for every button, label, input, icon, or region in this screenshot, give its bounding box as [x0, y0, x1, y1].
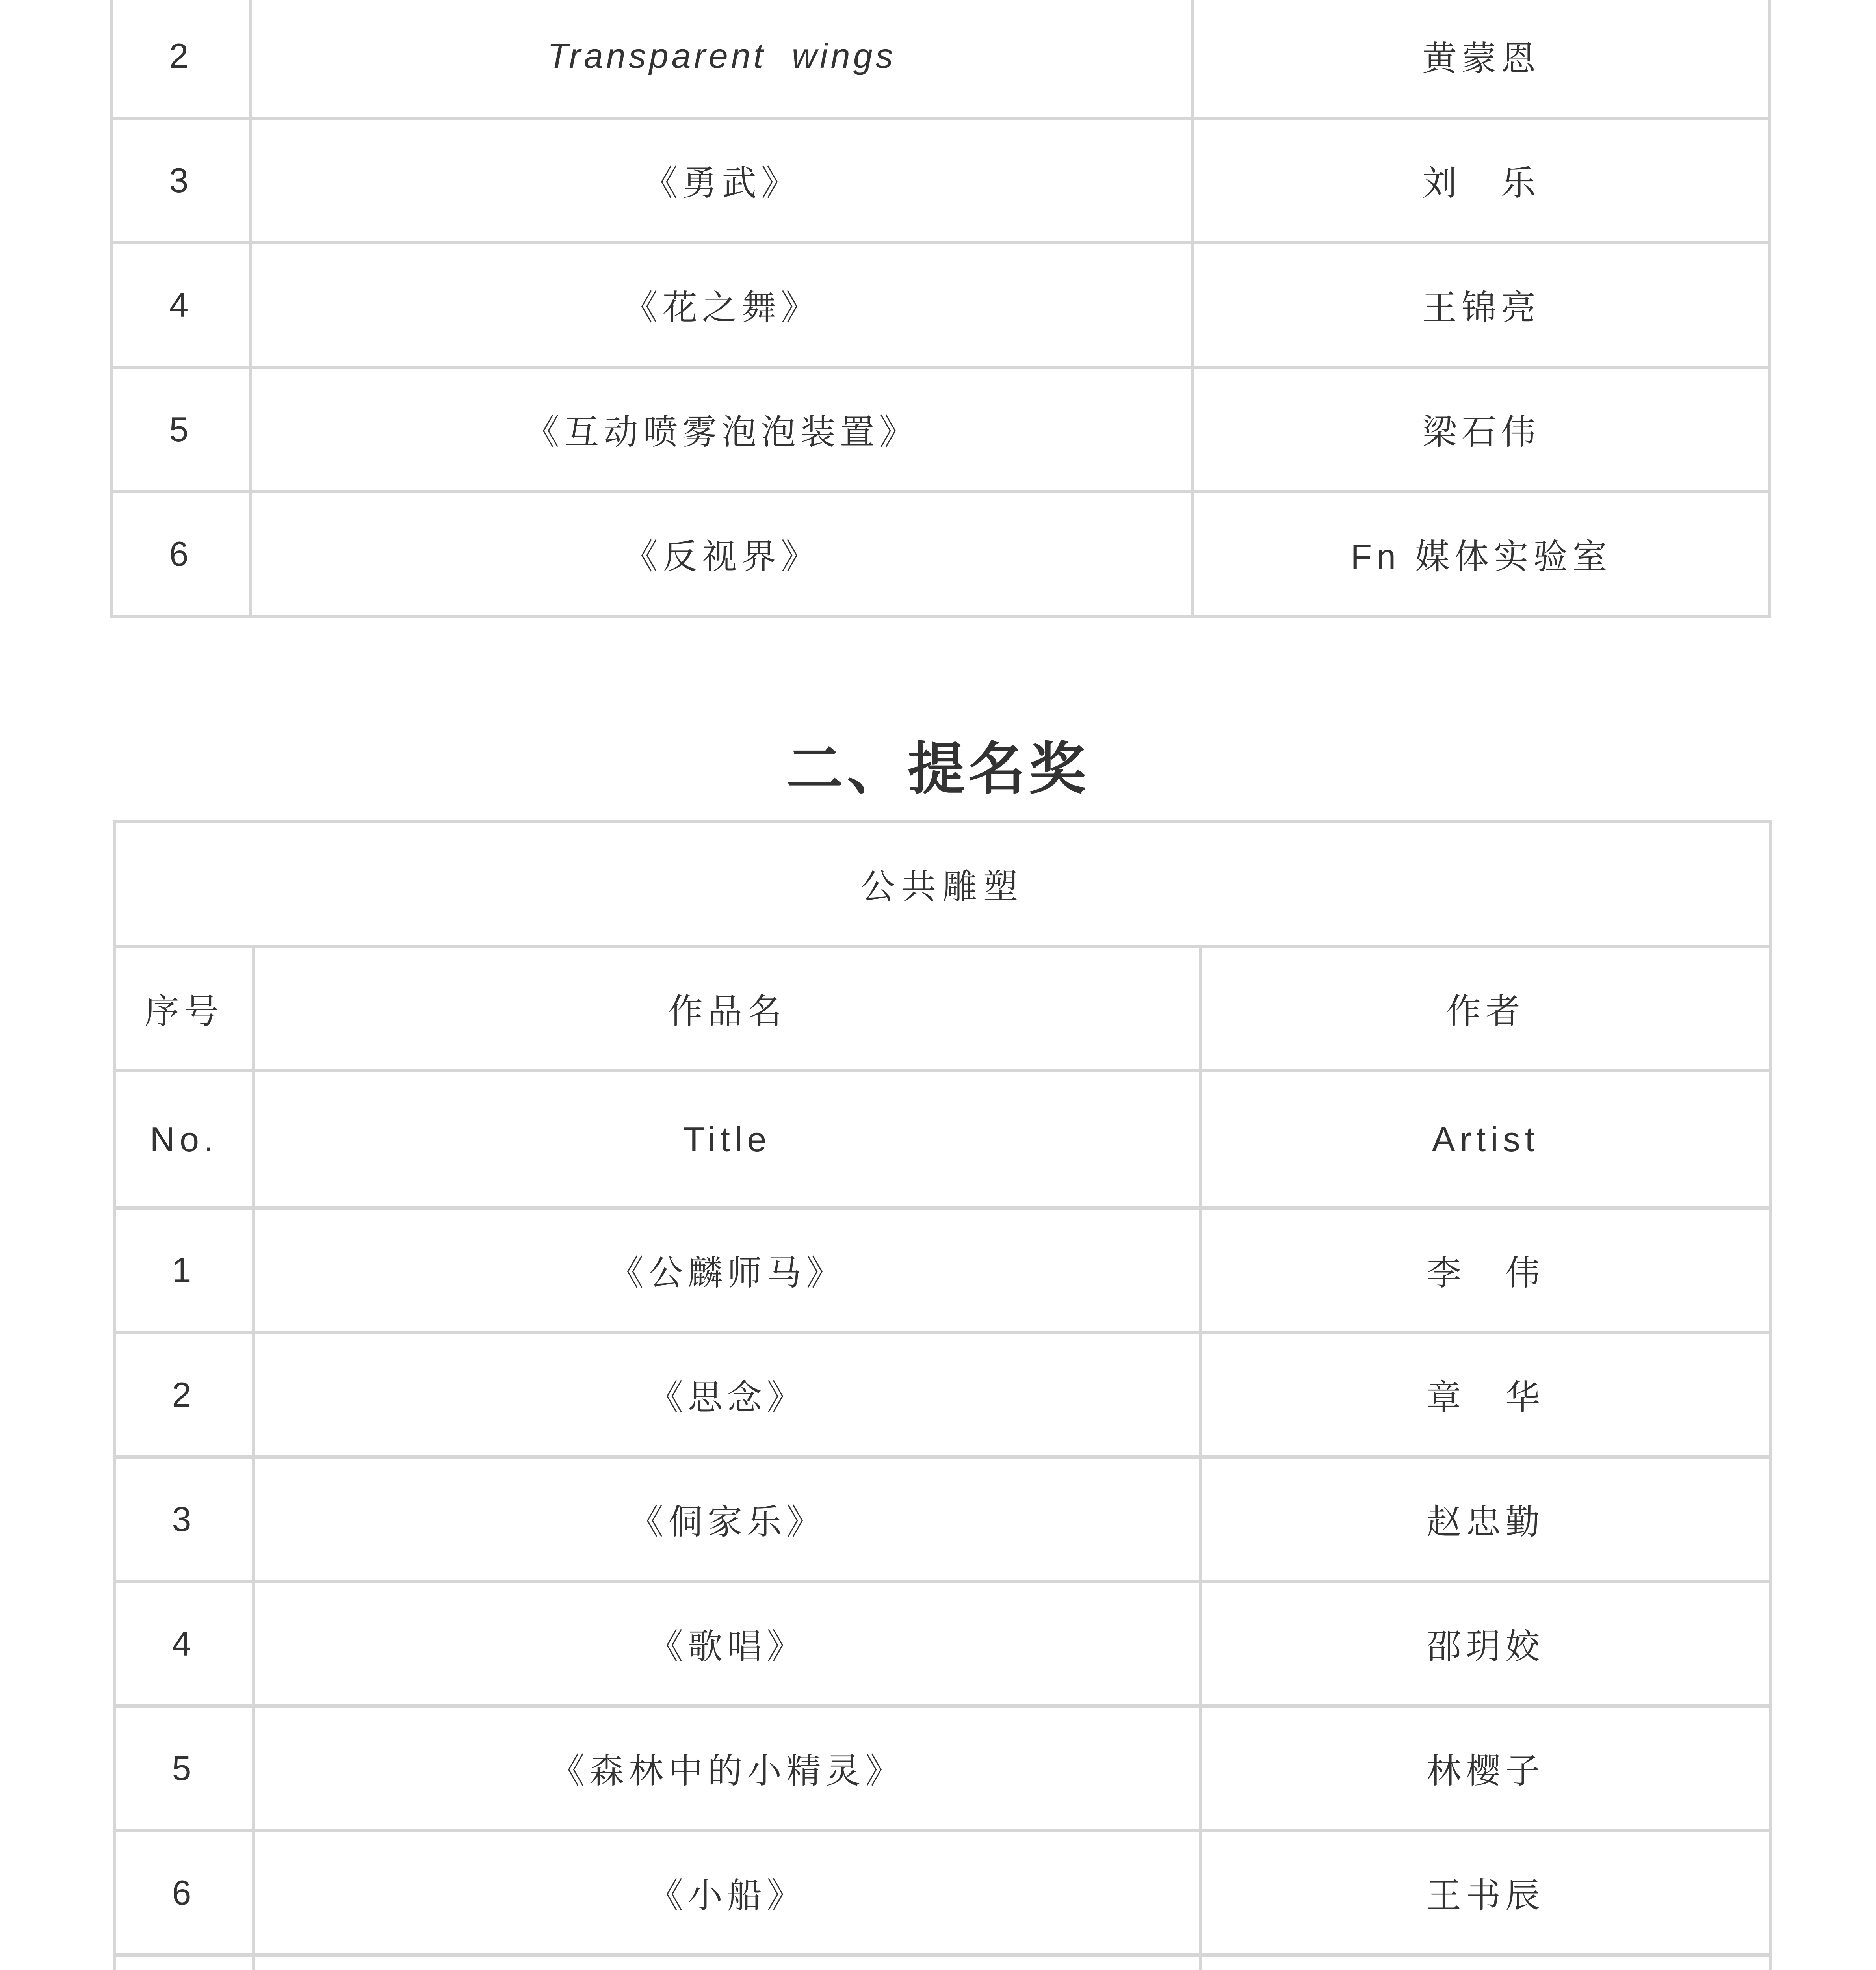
table-row: [114, 1706, 1770, 1831]
artist-name: 章 华: [1201, 1333, 1770, 1457]
row-number: 5: [112, 367, 251, 492]
table-row: [112, 0, 1770, 118]
header-title: 作品名: [254, 946, 1201, 1071]
work-title: Transparent wings: [251, 0, 1193, 118]
section-heading: 二、提名奖: [786, 737, 1090, 801]
artist-name: 刘 乐: [1193, 118, 1770, 243]
category-row: [114, 822, 1770, 946]
winners-table: [110, 0, 1771, 618]
row-number: [114, 1955, 254, 1970]
work-title: 《小船》: [254, 1831, 1201, 1955]
artist-name: 李 伟: [1201, 1208, 1770, 1333]
work-title: 《侗家乐》: [254, 1457, 1201, 1582]
artist-name: 邵玥姣: [1201, 1582, 1770, 1706]
table-row: [114, 1831, 1770, 1955]
table-row: [112, 118, 1770, 243]
table-row: [114, 1333, 1770, 1457]
row-number: 2: [112, 0, 251, 118]
table-row: [112, 492, 1770, 616]
work-title: 《花之舞》: [251, 243, 1193, 367]
work-title: 《公麟师马》: [254, 1208, 1201, 1333]
header-title-en: Title: [254, 1071, 1201, 1208]
row-number: 6: [114, 1831, 254, 1955]
row-number: 5: [114, 1706, 254, 1831]
header-artist-en: Artist: [1201, 1071, 1770, 1208]
row-number: 1: [114, 1208, 254, 1333]
work-title: 《歌唱》: [254, 1582, 1201, 1706]
header-row-cn: [114, 946, 1770, 1071]
row-number: 2: [114, 1333, 254, 1457]
artist-name: 王锦亮: [1193, 243, 1770, 367]
table-row: [112, 367, 1770, 492]
header-row-en: [114, 1071, 1770, 1208]
work-title: 《森林中的小精灵》: [254, 1706, 1201, 1831]
artist-name: 黄蒙恩: [1193, 0, 1770, 118]
table-row: [114, 1582, 1770, 1706]
table-row: [114, 1955, 1770, 1970]
work-title: 《思念》: [254, 1333, 1201, 1457]
work-title: 《反视界》: [251, 492, 1193, 616]
row-number: 3: [112, 118, 251, 243]
category-title: 公共雕塑: [114, 822, 1770, 946]
header-number: 序号: [114, 946, 254, 1071]
row-number: 4: [112, 243, 251, 367]
artist-name: Fn 媒体实验室: [1193, 492, 1770, 616]
work-title: [254, 1955, 1201, 1970]
header-number-en: No.: [114, 1071, 254, 1208]
table-row: [112, 243, 1770, 367]
artist-name: 林樱子: [1201, 1706, 1770, 1831]
row-number: 4: [114, 1582, 254, 1706]
row-number: 6: [112, 492, 251, 616]
table-row: [114, 1208, 1770, 1333]
artist-name: 梁石伟: [1193, 367, 1770, 492]
work-title: 《勇武》: [251, 118, 1193, 243]
work-title: 《互动喷雾泡泡装置》: [251, 367, 1193, 492]
header-artist: 作者: [1201, 946, 1770, 1071]
artist-name: 赵忠勤: [1201, 1457, 1770, 1582]
table-row: [114, 1457, 1770, 1582]
nomination-table: [113, 820, 1772, 1970]
artist-name: [1201, 1955, 1770, 1970]
row-number: 3: [114, 1457, 254, 1582]
artist-name: 王书辰: [1201, 1831, 1770, 1955]
